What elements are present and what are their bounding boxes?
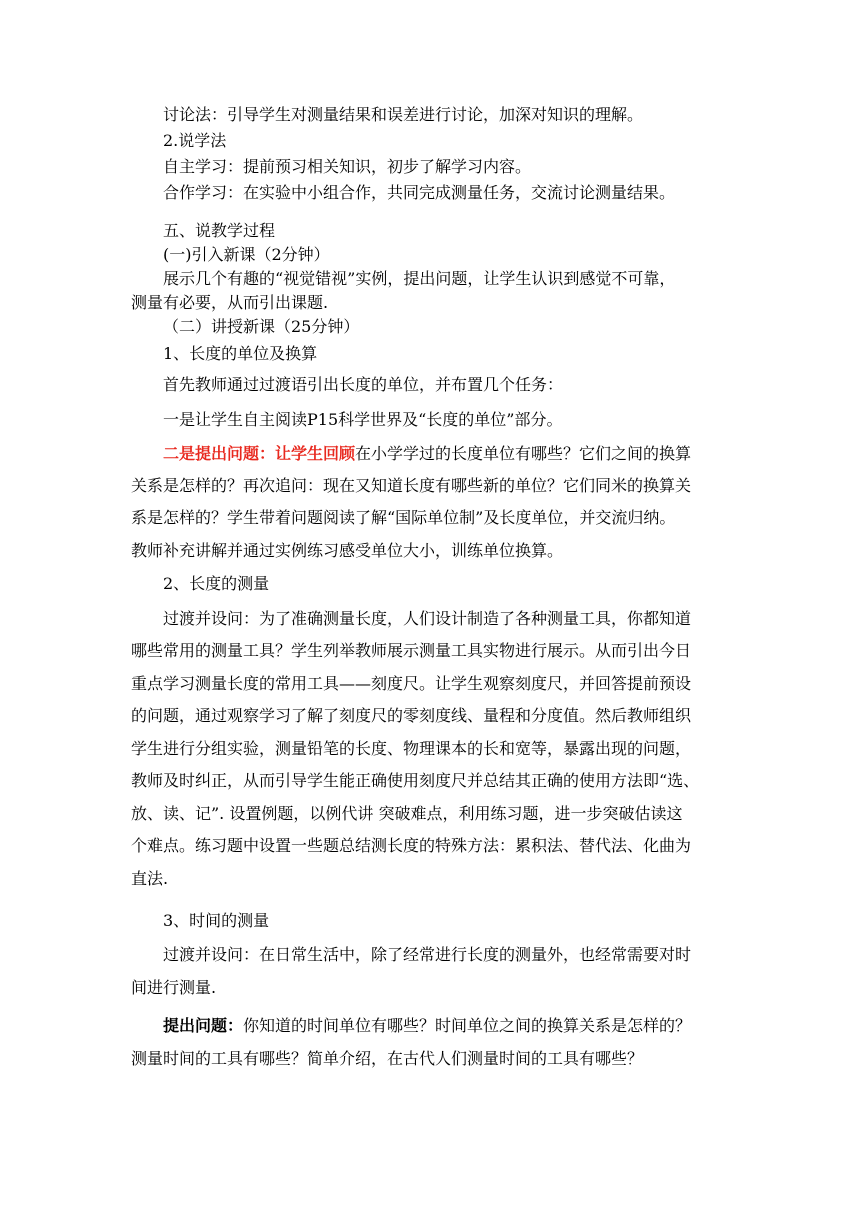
heading-introduction: (一)引入新课（2分钟） (163, 245, 330, 264)
para-cooperative-study: 合作学习：在实验中小组合作，共同完成测量任务，交流讨论测量结果。 (163, 183, 676, 202)
para-measure-7: 放、读、记”. 设置例题，以例代讲 突破难点，利用练习题，进一步突破估读这 (131, 804, 683, 823)
para-discussion-method: 讨论法：引导学生对测量结果和误差进行讨论，加深对知识的理解。 (163, 105, 644, 124)
heading-learning-method: 2.说学法 (163, 131, 227, 150)
para-time-2: 间进行测量. (131, 978, 217, 997)
heading-length-units: 1、长度的单位及换算 (163, 344, 318, 363)
para-measure-5: 学生进行分组实验，测量铅笔的长度、物理课本的长和宽等，暴露出现的问题， (131, 739, 692, 758)
para-time-question (163, 1016, 691, 1036)
para-measure-6: 教师及时纠正，从而引导学生能正确使用刻度尺并总结其正确的使用方法即“选、 (131, 771, 700, 790)
highlight-ask-question-2: 提出问题： (163, 1016, 244, 1035)
para-time-question-line2: 测量时间的工具有哪些？简单介绍，在古代人们测量时间的工具有哪些？ (131, 1049, 644, 1068)
para-self-study: 自主学习：提前预习相关知识，初步了解学习内容。 (163, 157, 532, 176)
para-task-two-line3: 系是怎样的？学生带着问题阅读了解“国际单位制”及长度单位，并交流归纳。 (131, 508, 676, 527)
heading-length-measure: 2、长度的测量 (163, 574, 270, 593)
heading-teaching-process: 五、说教学过程 (163, 221, 276, 240)
para-task-one: 一是让学生自主阅读P15科学世界及“长度的单位”部分。 (163, 410, 563, 429)
heading-time-measure: 3、时间的测量 (163, 911, 270, 930)
para-time-1: 过渡并设问：在日常生活中，除了经常进行长度的测量外，也经常需要对时 (163, 945, 692, 964)
para-time-question-text: 你知道的时间单位有哪些？时间单位之间的换算关系是怎样的？ (243, 1016, 692, 1035)
para-measure-2: 哪些常用的测量工具？学生列举教师展示测量工具实物进行展示。从而引出今日 (131, 641, 692, 660)
para-task-two (163, 444, 691, 464)
para-introduction-2: 测量有必要，从而引出课题. (131, 293, 329, 312)
para-measure-4: 的问题，通过观察学习了解了刻度尺的零刻度线、量程和分度值。然后教师组织 (131, 706, 692, 725)
para-measure-8: 个难点。练习题中设置一些题总结测长度的特殊方法：累积法、替代法、化曲为 (131, 836, 692, 855)
para-task-two-line2: 关系是怎样的？再次追问：现在又知道长度有哪些新的单位？它们同米的换算关 (131, 476, 692, 495)
para-measure-1: 过渡并设问：为了准确测量长度，人们设计制造了各种测量工具，你都知道 (163, 609, 692, 628)
para-measure-9: 直法. (131, 869, 169, 888)
para-task-two-line4: 教师补充讲解并通过实例练习感受单位大小，训练单位换算。 (131, 541, 564, 560)
para-introduction-1: 展示几个有趣的“视觉错视”实例，提出问题，让学生认识到感觉不可靠， (163, 269, 676, 288)
para-length-units-intro: 首先教师通过过渡语引出长度的单位，并布置几个任务： (163, 375, 564, 394)
para-task-two-text: 在小学学过的长度单位有哪些？它们之间的换算 (355, 444, 692, 463)
highlight-ask-question: 二是提出问题：让学生回顾 (163, 444, 356, 463)
para-measure-3: 重点学习测量长度的常用工具——刻度尺。让学生观察刻度尺，并回答提前预设 (131, 674, 692, 693)
heading-new-lesson: （二）讲授新课（25分钟） (163, 317, 360, 336)
